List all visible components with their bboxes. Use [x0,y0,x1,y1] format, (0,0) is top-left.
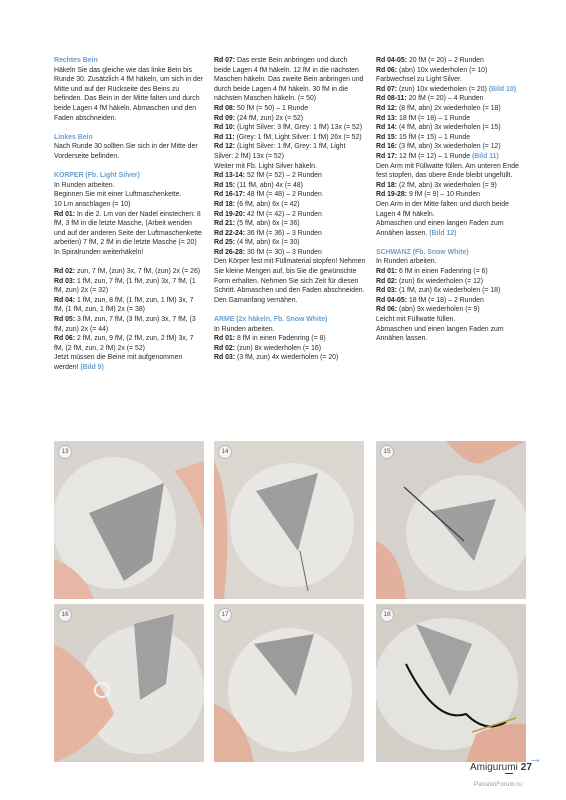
round-row [376,152,526,162]
round-text: (Grey: 1 fM, Light Silver: 1 fM) 26x (= 52) [236,133,362,141]
round-label: Rd 26-28: [214,248,246,256]
round-text: (1 fM, zun) 6x wiederholen (= 18) [398,287,501,295]
round-label: Rd 04-05: [376,296,408,304]
magazine-name: Amigurumi [470,762,518,773]
round-text: 2 fM, zun, 9 fM, (2 fM, zun, 2 fM) 3x, 7 fM, (2 fM, zun, 2 fM) 2x (= 52) [54,335,194,352]
round-text: (abn) 9x wiederholen (= 9) [398,306,480,314]
round-01 [54,210,204,248]
next-page-arrow-icon: → [528,750,542,766]
round-row [214,353,366,363]
round-text: 8 fM in einen Fadenring (= 8) [236,335,326,343]
round-row [376,56,526,66]
round-label: Rd 06: [54,335,76,343]
round-label: Rd 19-20: [214,210,246,218]
round-list-arms-2 [376,56,526,75]
fold-note: Den Arm in der Mitte falten und durch beide Lagen 4 fM häkeln. [376,200,509,218]
footer-divider [505,773,513,774]
round-row [214,238,366,248]
text-column-3 [376,56,526,344]
photo-number-badge: 13 [58,445,72,459]
body-intro-1: Beginnen Sie mit einer Luftmaschenkette. [54,191,182,199]
cut-text: Abmaschen und einen langen Faden zum Annähen lassen. [376,220,504,237]
join-legs-note [54,353,204,372]
round-text: 36 fM (= 36) – 3 Runden [246,229,322,237]
round-row [214,229,366,239]
round-row [214,114,366,124]
round-row [214,123,366,133]
round-text: 9 fM (= 9) – 10 Runden [408,191,481,199]
round-label: Rd 07: [376,85,398,93]
round-text: (3 fM, abn) 3x wiederholen (= 12) [398,143,501,151]
round-label: Rd 18: [214,200,236,208]
paragraph-left-leg: Nach Runde 30 sollten Sie sich in der Mitte der Vorderseite befinden. [54,143,198,160]
image-ref: (Bild 12) [429,229,457,237]
round-text: (4 fM, abn) 6x (= 30) [236,239,300,247]
tail-intro: In Runden arbeiten. [376,258,437,266]
heading-body: KÖRPER (Fb. Light Silver) [54,172,140,180]
round-label: Rd 15: [376,133,398,141]
join-text: Jetzt müssen die Beine mit aufgenommen werden! [54,354,183,371]
round-label: Rd 02: [54,268,76,276]
step-photo-13 [54,441,204,599]
round-label: Rd 03: [376,287,398,295]
round-label: Rd 08-11: [376,95,407,103]
round-row [214,133,366,143]
round-row [214,248,366,258]
photo-number-badge: 15 [380,445,394,459]
photo-number-badge: 16 [58,608,72,622]
round-label: Rd 14: [376,124,398,132]
round-text: zun, 7 fM, (zun) 3x, 7 fM, (zun) 2x (= 26) [76,268,201,276]
round-text: 3 fM, zun, 7 fM, (3 fM, zun) 3x, 7 fM, (3 fM, zun) 2x (= 44) [54,316,196,333]
photo-number-badge: 14 [218,445,232,459]
round-text: 6 fM in einen Fadenring (= 6) [398,268,488,276]
round-07 [214,56,366,104]
page-number: 27 [520,762,532,773]
round-row [376,85,526,95]
round-row [376,114,526,124]
round-row [376,305,526,315]
tail-end-0: Leicht mit Füllwatte füllen. [376,316,456,324]
round-list-body [54,267,204,353]
round-label: Rd 03: [54,277,76,285]
body-intro-0: In Runden arbeiten. [54,181,115,189]
paragraph-right-leg: Häkeln Sie das gleiche wie das linke Bein bis Runde 30. Zusätzlich 4 fM häkeln, um sich in der Mitte und auf der Rückseite des Beins zu befinden. Das Bein in der Mitte falten und durch beide Lagen 4 fM häkeln. Abmaschen und den Faden abschneiden. [54,66,203,122]
round-text: (zun) 10x wiederholen (= 20) [398,85,487,93]
round-text: 52 fM (= 52) – 2 Runden [246,172,322,180]
round-label: Rd 04: [54,296,76,304]
round-text: 48 fM (= 48) – 2 Runden [246,191,322,199]
body-intro-2: 10 Lm anschlagen (= 10) [54,200,131,208]
round-label: Rd 13: [376,114,398,122]
round-label: Rd 01: [54,210,76,218]
heading-tail: SCHWANZ (Fb. Snow White) [376,248,469,256]
round-text: 1 fM, zun, 8 fM, (1 fM, zun, 1 fM) 3x, 7 fM, (1 fM, zun, 1 fM) 2x (= 38) [54,296,194,314]
round-text: (4 fM, abn) 3x wiederholen (= 15) [398,124,501,132]
round-text: 20 fM (= 20) – 2 Runden [408,57,484,64]
round-row [54,315,204,334]
round-label: Rd 02: [214,344,236,352]
round-row [54,267,204,277]
heading-right-leg: Rechtes Bein [54,57,98,64]
round-row [214,219,366,229]
round-label: Rd 13-14: [214,172,246,180]
round-label: Rd 01: [376,268,398,276]
round-row [376,133,526,143]
round-row [214,190,366,200]
round-text: 15 fM (= 15) – 1 Runde [398,133,471,141]
round-row [376,277,526,287]
round-label: Rd 03: [214,354,236,362]
watermark: PassionForum.ru [474,781,522,788]
round-row [376,94,526,104]
round-row [376,104,526,114]
round-text: In die 2. Lm von der Nadel einstechen: 8 fM, 3 fM in die letzte Masche, (Arbeit wenden und auf der anderen Seite der Luftmaschenkette arbeiten) 7 fM, 2 fM in die letzte Masche (= 20) [54,210,202,247]
round-label: Rd 02: [376,277,398,285]
step-photo-16 [54,604,204,762]
text-column-2 [214,56,366,363]
round-label: Rd 04-05: [376,57,408,64]
round-text: Das erste Bein anbringen und durch beide Lagen 4 fM häkeln. 12 fM in die nächsten Maschen häkeln. Das zweite Bein anbringen und durch beide Lagen 4 fM häkeln. 30 fM in die nächsten Maschen häkeln. (= 50) [214,57,364,103]
round-row [376,181,526,191]
round-row [376,190,526,200]
round-label: Rd 15: [214,181,236,189]
round-row [214,210,366,220]
round-text: (11 fM, abn) 4x (= 48) [236,181,303,189]
round-label: Rd 06: [376,66,398,74]
round-list-body-2 [214,104,366,162]
image-ref: (Bild 10) [488,85,516,93]
round-text: 1 fM, zun, 7 fM, (1 fM, zun) 3x, 7 fM, (1 fM, zun) 2x (= 32) [54,277,196,295]
round-list-arms-4 [376,181,526,200]
round-label: Rd 12: [376,104,398,112]
tail-end-1: Abmaschen und einen langen Faden zum Annähen lassen. [376,325,504,343]
round-text: (Light Silver: 3 fM, Grey: 1 fM) 13x (= 52) [236,124,363,132]
round-text: 42 fM (= 42) – 2 Runden [246,210,322,218]
step-photo-18 [376,604,526,762]
photo-number-badge: 18 [380,608,394,622]
round-row [376,123,526,133]
round-row [214,200,366,210]
continue-note: Weiter mit Fb. Light Silver häkeln. [214,162,317,170]
round-label: Rd 10: [214,124,236,132]
round-text: 18 fM (= 18) – 1 Runde [398,114,471,122]
round-row [214,171,366,181]
round-text: (zun) 6x wiederholen (= 12) [398,277,484,285]
round-text: 20 fM (= 20) – 4 Runden [408,95,484,103]
round-row [376,142,526,152]
round-label: Rd 06: [376,306,398,314]
round-row [376,267,526,277]
round-text: 12 fM (= 12) – 1 Runde [398,152,471,160]
heading-arms: ARME (2x häkeln, Fb. Snow White) [214,316,328,324]
round-label: Rd 25: [214,239,236,247]
step-photo-17 [214,604,364,762]
fill-note: Den Arm mit Füllwatte füllen. Am unteren Ende fest stopfen, das obere Ende bleibt ungefüllt. [376,162,519,180]
round-row [376,296,526,306]
round-label: Rd 18: [376,181,398,189]
round-row [214,181,366,191]
round-label: Rd 16-17: [214,191,246,199]
round-row [376,286,526,296]
stuff-note: Den Körper fest mit Füllmaterial stopfen! Nehmen Sie kleine Mengen auf, bis Sie die gewünschte Form erhalten. Nehmen Sie sich Zeit für diesen Schritt. Abmaschen und den Faden abschneiden. Den Garnanfang vernähen. [214,258,366,304]
step-photo-14 [214,441,364,599]
round-label: Rd 21: [214,220,236,228]
round-row [54,277,204,296]
round-text: (24 fM, zun) 2x (= 52) [236,114,304,122]
round-text: 18 fM (= 18) – 2 Runden [408,296,484,304]
image-ref: (Bild 11) [471,152,499,160]
arms-intro: In Runden arbeiten. [214,325,275,333]
heading-left-leg: Linkes Bein [54,133,93,141]
round-row [214,334,366,344]
round-text: (2 fM, abn) 3x wiederholen (= 9) [398,181,497,189]
text-column-1 [54,56,204,373]
round-text: (3 fM, zun) 4x wiederholen (= 20) [236,354,339,362]
round-list-body-3 [214,171,366,257]
round-list-arms [214,334,366,363]
round-text: (abn) 10x wiederholen (= 10) [398,66,488,74]
photo-number-badge: 17 [218,608,232,622]
step-photo-15 [376,441,526,599]
round-text: (Light Silver: 1 fM, Grey: 1 fM, Light Silver: 2 fM) 13x (= 52) [214,143,346,160]
round-text: (5 fM, abn) 6x (= 36) [236,220,300,228]
page-footer [470,762,532,773]
round-list-tail [376,267,526,315]
cut-note [376,219,526,238]
round-text: (zun) 8x wiederholen (= 16) [236,344,322,352]
image-ref: (Bild 9) [80,364,104,371]
round-text: 50 fM (= 50) – 1 Runde [236,104,309,112]
round-row [214,142,366,161]
round-label: Rd 08: [214,104,236,112]
round-row [54,334,204,353]
round-label: Rd 17: [376,152,398,160]
spiral-note: In Spiralrunden weiterhäkeln! [54,248,144,256]
round-label: Rd 22-24: [214,229,246,237]
round-list-arms-3 [376,85,526,162]
round-text: (6 fM, abn) 6x (= 42) [236,200,300,208]
round-row [54,296,204,315]
color-change-note: Farbwechsel zu Light Silver. [376,76,462,84]
round-label: Rd 11: [214,133,235,141]
round-text: (8 fM, abn) 2x wiederholen (= 18) [398,104,501,112]
round-label: Rd 07: [214,57,236,64]
round-row [214,104,366,114]
round-label: Rd 09: [214,114,236,122]
round-text: 30 fM (= 30) – 3 Runden [246,248,322,256]
round-row [214,344,366,354]
round-label: Rd 16: [376,143,398,151]
round-label: Rd 05: [54,316,76,324]
round-row [376,66,526,76]
round-label: Rd 19-28: [376,191,408,199]
round-label: Rd 01: [214,335,236,343]
round-label: Rd 12: [214,143,236,151]
